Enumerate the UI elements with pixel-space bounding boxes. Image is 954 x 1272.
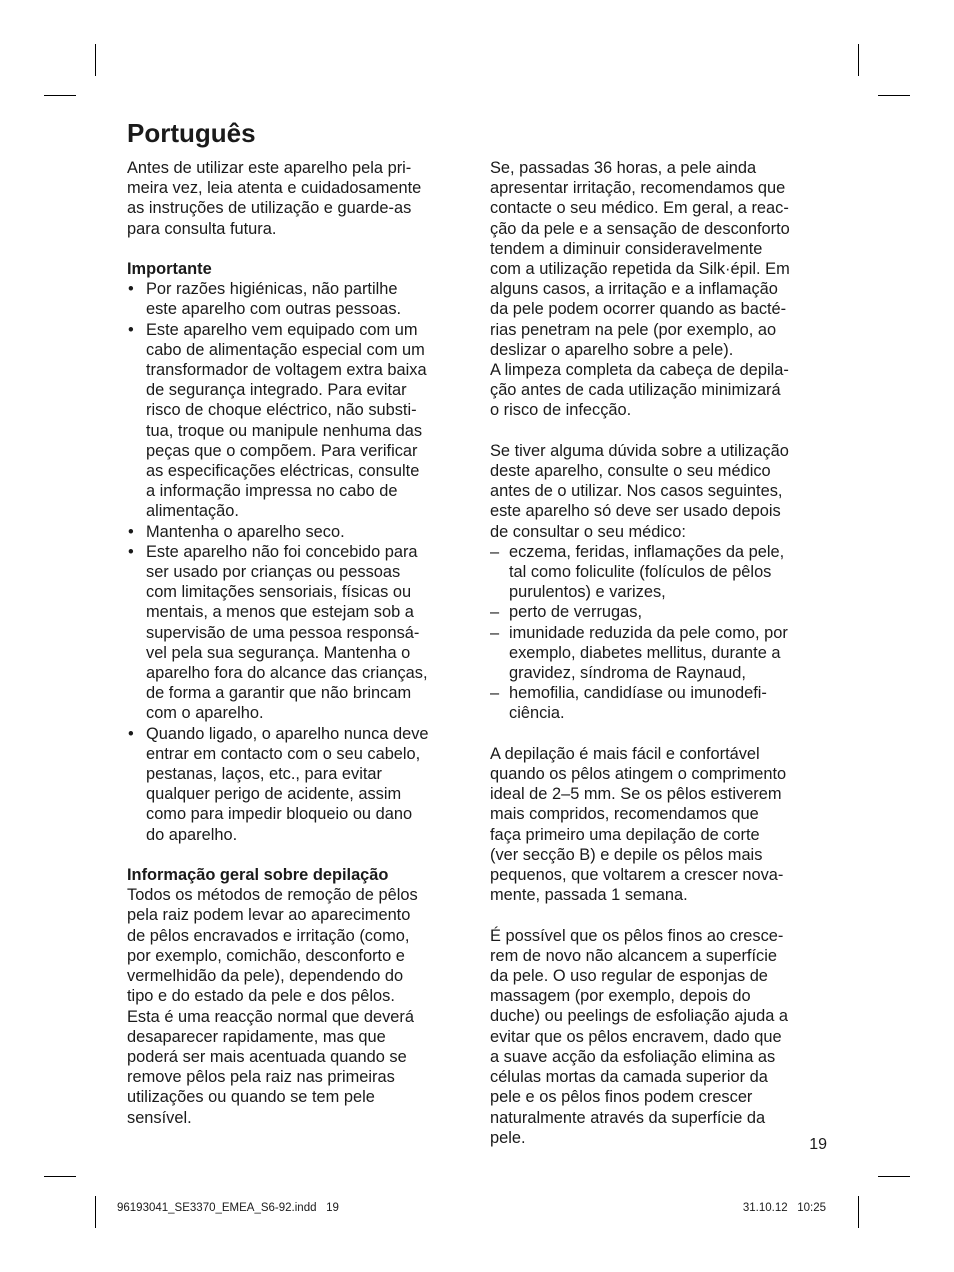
paragraph-gap <box>490 724 835 744</box>
crop-mark-bottom-left-horizontal <box>44 1176 76 1177</box>
general-info-heading: Informação geral sobre depilação <box>127 866 389 885</box>
list-item: • Este aparelho não foi concebido para ser usado por crianças ou pessoas com limitações sensoriais, físicas ou mentais, a menos que estejam sob a supervisão de uma pessoa responsá- vel pela sua segurança. Mantenha o aparelho fora do alcance das crianças, de forma a garantir que não brincam com o aparelho. <box>127 542 465 724</box>
footer-datetime: 31.10.12 10:25 <box>742 1202 826 1214</box>
crop-mark-top-right-horizontal <box>878 95 910 96</box>
list-item: – hemofilia, candidíase ou imunodefi- ciência. <box>490 683 835 723</box>
general-info-paragraph: Todos os métodos de remoção de pêlos pela raiz podem levar ao aparecimento de pêlos encravados e irritação (como, por exemplo, comichão, desconforto e vermelhidão da pele), dependendo do tipo e do estado da pele e dos pêlos. Esta é uma reacção normal que deverá desaparecer rapidamente, mas que poderá ser mais acentuada quando se remove pêlos pela raiz nas primeiras utilizações ou quando se tem pele sensível. <box>127 886 418 1127</box>
list-item: • Este aparelho vem equipado com um cabo de alimentação especial com um transformador de voltagem extra baixa de segurança integrado. Para evitar risco de choque eléctrico, não substi- tua, troque ou manipule nenhuma das peças que o compõem. Para verificar as especificações eléctricas, consulte a informação impressa no cabo de alimentação. <box>127 320 465 522</box>
crop-mark-bottom-right-vertical <box>858 1196 859 1228</box>
important-heading: Importante <box>127 260 212 278</box>
paragraph-gap <box>127 239 465 259</box>
paragraph-gap <box>127 845 465 865</box>
crop-mark-top-right-vertical <box>858 44 859 76</box>
doctor-paragraph: Se tiver alguma dúvida sobre a utilização deste aparelho, consulte o seu médico antes de o utilizar. Nos casos seguintes, este aparelho só deve ser usado depois de consultar o seu médico: <box>490 441 789 541</box>
irritation-paragraph: Se, passadas 36 horas, a pele ainda apresentar irritação, recomendamos que contacte o seu médico. Em geral, a reac- ção da pele e a sensação de desconforto tendem a diminuir consideravelmente com a utilização repetida da Silk·épil. Em alguns casos, a irritação e a inflamação da pele podem ocorrer quando as bacté- rias penetram na pele (por exemplo, ao deslizar o aparelho sobre a pele). A limpeza completa da cabeça de depila- ção antes de cada utilização minimizará o risco de infecção. <box>490 159 790 420</box>
crop-mark-top-left-vertical <box>95 44 96 76</box>
conditions-list <box>490 542 835 724</box>
ingrown-hair-paragraph: É possível que os pêlos finos ao cresce- rem de novo não alcancem a superfície da pele. O uso regular de esponjas de massagem (por exemplo, depois do duche) ou peelings de esfoliação ajuda a evitar que os pêlos encravem, dado que a suave acção da esfoliação elimina as células mortas da camada superior da pele e os pêlos finos podem crescer naturalmente através da superfície da pele. <box>490 926 788 1147</box>
crop-mark-top-left-horizontal <box>44 95 76 96</box>
right-column <box>490 158 835 1148</box>
list-item: – imunidade reduzida da pele como, por exemplo, diabetes mellitus, durante a gravidez, síndroma de Raynaud, <box>490 623 835 684</box>
intro-paragraph: Antes de utilizar este aparelho pela pri- meira vez, leia atenta e cuidadosamente as instruções de utilização e guarde-as para consulta futura. <box>127 159 422 238</box>
page-title: Português <box>127 118 256 148</box>
hair-length-paragraph: A depilação é mais fácil e confortável quando os pêlos atingem o comprimento ideal de 2–5 mm. Se os pêlos estiverem mais compridos, recomendamos que faça primeiro uma depilação de corte (ver secção B) e depile os pêlos mais pequenos, que voltarem a crescer nova- mente, passada 1 semana. <box>490 744 787 905</box>
list-item: • Quando ligado, o aparelho nunca deve entrar em contacto com o seu cabelo, pestanas, laços, etc., para evitar qualquer perigo de acidente, assim como para impedir bloqueio ou dano do aparelho. <box>127 724 465 845</box>
paragraph-gap <box>490 421 835 441</box>
list-item: – perto de verrugas, <box>490 602 835 622</box>
paragraph-gap <box>490 905 835 925</box>
left-column <box>127 158 465 1128</box>
list-item: – eczema, feridas, inflamações da pele, tal como foliculite (folículos de pêlos purulentos) e varizes, <box>490 542 835 603</box>
crop-mark-bottom-right-horizontal <box>878 1176 910 1177</box>
footer-file-info: 96193041_SE3370_EMEA_S6-92.indd 19 <box>117 1202 339 1214</box>
page-number: 19 <box>809 1136 827 1153</box>
list-item: • Por razões higiénicas, não partilhe este aparelho com outras pessoas. <box>127 279 465 319</box>
important-list <box>127 279 465 845</box>
list-item: • Mantenha o aparelho seco. <box>127 522 465 542</box>
crop-mark-bottom-left-vertical <box>95 1196 96 1228</box>
